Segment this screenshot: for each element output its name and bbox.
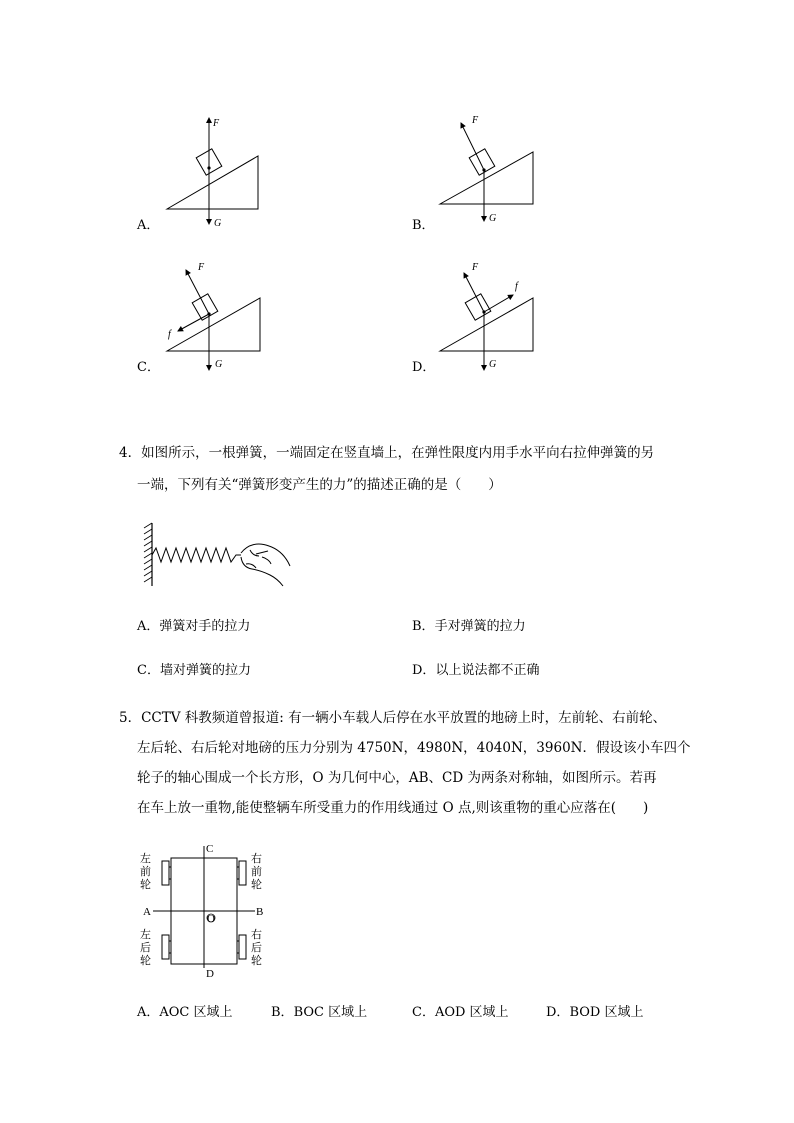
spring (152, 548, 241, 562)
label-right-rear-2: 后 (251, 942, 262, 954)
q3-diagram-c (160, 253, 270, 378)
wheel-right-front (237, 861, 246, 885)
block (465, 294, 491, 320)
label-f: F (472, 262, 479, 273)
label-left-rear-1: 左 (140, 929, 151, 941)
spring-diagram (138, 520, 298, 590)
q5-stem-text-2: 左后轮、右后轮对地磅的压力分别为 4750N，4980N，4040N，3960N．假设该小车四个 (137, 740, 691, 756)
q5-stem-line3 (137, 762, 656, 794)
wall-hatching (144, 523, 152, 582)
q5-stem-line2 (137, 732, 690, 764)
label-g: G (215, 359, 223, 370)
q5-option-b-text: BOC 区域上 (293, 1005, 368, 1020)
q4-stem-text-1: 如图所示，一根弹簧，一端固定在竖直墙上，在弹性限度内用手水平向右拉伸弹簧的另 (141, 445, 655, 461)
q5-option-d[interactable] (546, 1005, 643, 1021)
label-g: G (214, 218, 222, 229)
q4-number: 4． (119, 445, 142, 461)
q5-option-a[interactable] (137, 1005, 233, 1021)
q5-option-b[interactable] (271, 1005, 367, 1021)
label-g: G (489, 213, 497, 224)
friction-f-arrow (178, 314, 209, 331)
q4-option-c-letter: C． (137, 663, 160, 678)
label-g: G (489, 359, 497, 370)
q5-option-d-letter: D． (546, 1005, 570, 1020)
label-right-rear-3: 轮 (251, 955, 262, 967)
label-friction: f (168, 329, 171, 340)
label-c: C (206, 843, 214, 855)
label-a: A (143, 906, 151, 918)
label-f: F (472, 115, 479, 126)
wheel-left-rear (162, 935, 171, 959)
label-f: F (198, 262, 205, 273)
label-right-rear-1: 右 (251, 929, 262, 941)
q4-option-a-text: 弹簧对手的拉力 (159, 619, 251, 634)
q5-option-a-letter: A． (137, 1005, 160, 1020)
q4-option-d-text: 以上说法都不正确 (435, 663, 540, 678)
hand-icon (241, 544, 290, 586)
q4-option-b-letter: B． (412, 619, 435, 634)
label-left-front-3: 轮 (140, 879, 151, 891)
q4-option-b-text: 手对弹簧的拉力 (434, 619, 526, 634)
q3-diagram-d (433, 253, 543, 378)
q3-option-b-letter[interactable]: B． (412, 218, 435, 233)
q5-stem-text-1: CCTV 科教频道曾报道: 有一辆小车载人后停在水平放置的地磅上时，左前轮、右前轮、 (141, 710, 667, 726)
label-right-front-3: 轮 (251, 879, 262, 891)
label-o: O (207, 913, 215, 925)
car-diagram (133, 838, 273, 980)
q4-option-d[interactable] (412, 663, 539, 679)
label-left-front-2: 前 (140, 866, 151, 878)
label-left-rear-3: 轮 (140, 955, 151, 967)
q5-option-c-text: AOD 区域上 (434, 1005, 509, 1020)
q5-number: 5． (119, 710, 142, 726)
q3-diagram-b (433, 108, 543, 233)
q3-option-c-letter[interactable]: C． (137, 360, 160, 375)
label-left-rear-2: 后 (140, 942, 151, 954)
q4-stem-text-2: 一端，下列有关“弹簧形变产生的力”的描述正确的是（ ） (137, 477, 502, 493)
label-left-front-1: 左 (140, 853, 151, 865)
friction-f-arrow (484, 295, 513, 312)
q4-stem-line2 (137, 469, 502, 501)
q5-option-b-letter: B． (271, 1005, 294, 1020)
q4-option-a-letter: A． (137, 619, 160, 634)
q5-option-a-text: AOC 区域上 (159, 1005, 233, 1020)
label-b: B (256, 906, 264, 918)
q4-option-a[interactable] (137, 619, 250, 635)
q5-option-c-letter: C． (412, 1005, 435, 1020)
q3-option-d-letter[interactable]: D． (412, 360, 436, 375)
q4-option-d-letter: D． (412, 663, 436, 678)
q5-option-c[interactable] (412, 1005, 509, 1021)
q5-option-d-text: BOD 区域上 (569, 1005, 644, 1020)
label-friction: f (515, 281, 518, 292)
q4-stem-line1 (119, 437, 654, 469)
wheel-right-rear (237, 935, 246, 959)
q5-stem-text-4: 在车上放一重物,能使整辆车所受重力的作用线通过 O 点,则该重物的重心应落在( ) (137, 800, 649, 816)
q4-option-b[interactable] (412, 619, 526, 635)
label-d: D (206, 968, 214, 980)
wheel-left-front (162, 861, 171, 885)
q5-stem-line1 (119, 702, 666, 734)
q5-stem-line4 (137, 792, 648, 824)
label-right-front-2: 前 (251, 866, 262, 878)
label-right-front-1: 右 (251, 853, 262, 865)
q4-option-c[interactable] (137, 663, 251, 679)
block (469, 149, 495, 175)
label-f: F (213, 118, 220, 129)
q4-option-c-text: 墙对弹簧的拉力 (159, 663, 251, 678)
q3-diagram-a (160, 108, 270, 233)
q3-option-a-letter[interactable]: A． (137, 218, 160, 233)
q5-stem-text-3: 轮子的轴心围成一个长方形，O 为几何中心，AB、CD 为两条对称轴，如图所示。若再 (137, 770, 657, 786)
